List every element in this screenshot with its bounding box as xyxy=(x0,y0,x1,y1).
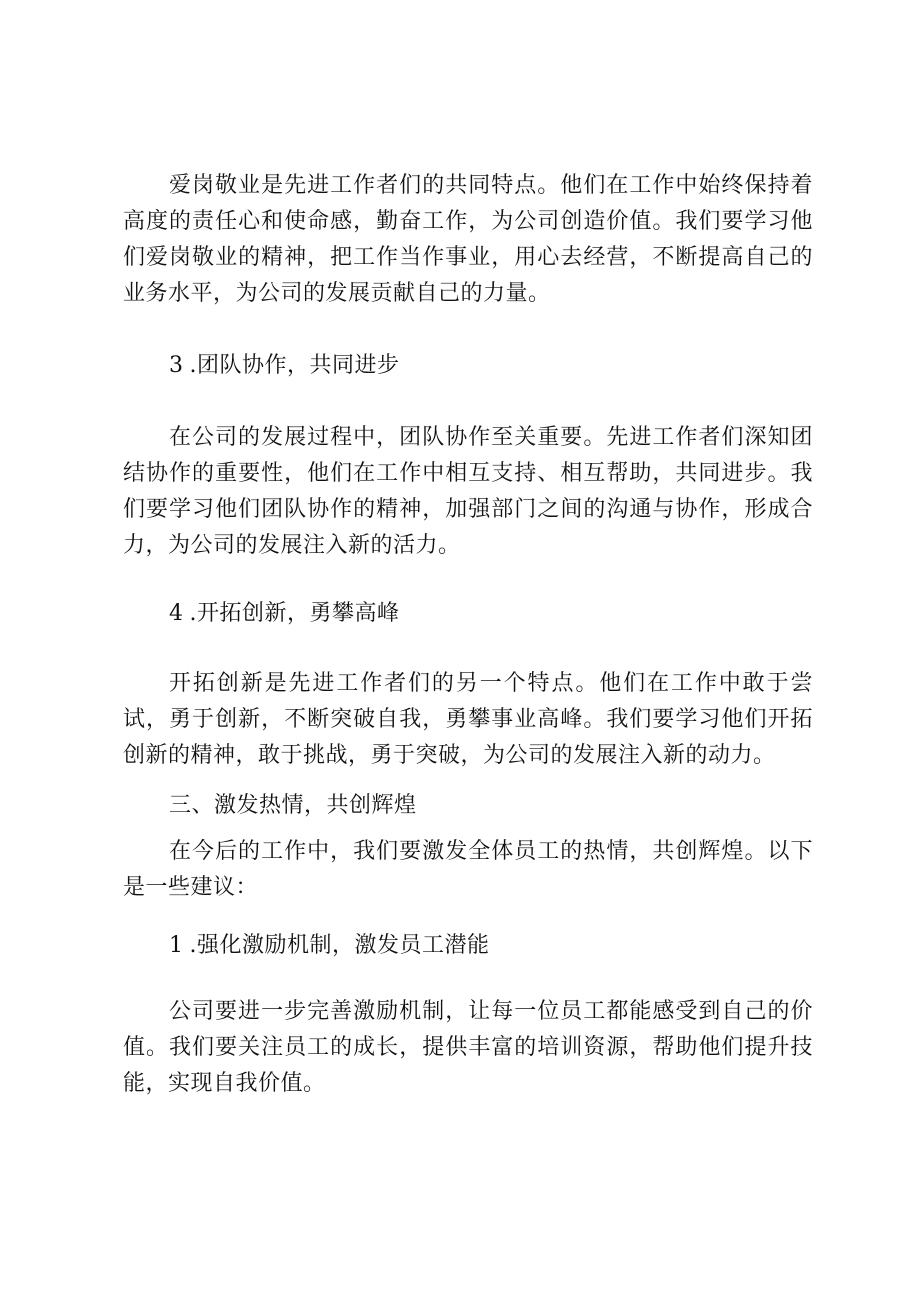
paragraph-incentives: 公司要进一步完善激励机制，让每一位员工都能感受到自己的价值。我们要关注员工的成长，提供丰富的培训资源，帮助他们提升技能，实现自我价值。 xyxy=(123,999,813,1096)
section-heading: 三、激发热情，共创辉煌 xyxy=(169,793,417,818)
subheading-incentives xyxy=(169,928,809,964)
paragraph-innovation: 开拓创新是先进工作者们的另一个特点。他们在工作中敢于尝试，勇于创新，不断突破自我，勇攀事业高峰。我们要学习他们开拓创新的精神，敢于挑战，勇于突破，为公司的发展注入新的动力。 xyxy=(123,671,813,768)
paragraph-suggestions-intro: 在今后的工作中，我们要激发全体员工的热情，共创辉煌。以下是一些建议： xyxy=(123,839,813,900)
subheading-text: .强化激励机制，激发员工潜能 xyxy=(189,933,490,958)
subheading-number: 4 xyxy=(169,601,184,626)
subheading-innovation xyxy=(169,596,809,632)
subheading-text: .团队协作，共同进步 xyxy=(189,353,400,378)
paragraph-teamwork: 在公司的发展过程中，团队协作至关重要。先进工作者们深知团结协作的重要性，他们在工作中相互支持、相互帮助，共同进步。我们要学习他们团队协作的精神，加强部门之间的沟通与协作，形成合力，为公司的发展注入新的活力。 xyxy=(123,425,813,558)
subheading-teamwork xyxy=(169,348,809,384)
subheading-number: 3 xyxy=(169,353,184,378)
subheading-number: 1 xyxy=(169,933,184,958)
paragraph-dedication: 爱岗敬业是先进工作者们的共同特点。他们在工作中始终保持着高度的责任心和使命感，勤奋工作，为公司创造价值。我们要学习他们爱岗敬业的精神，把工作当作事业，用心去经营，不断提高自己的业务水平，为公司的发展贡献自己的力量。 xyxy=(123,173,813,306)
subheading-text: .开拓创新，勇攀高峰 xyxy=(189,601,400,626)
